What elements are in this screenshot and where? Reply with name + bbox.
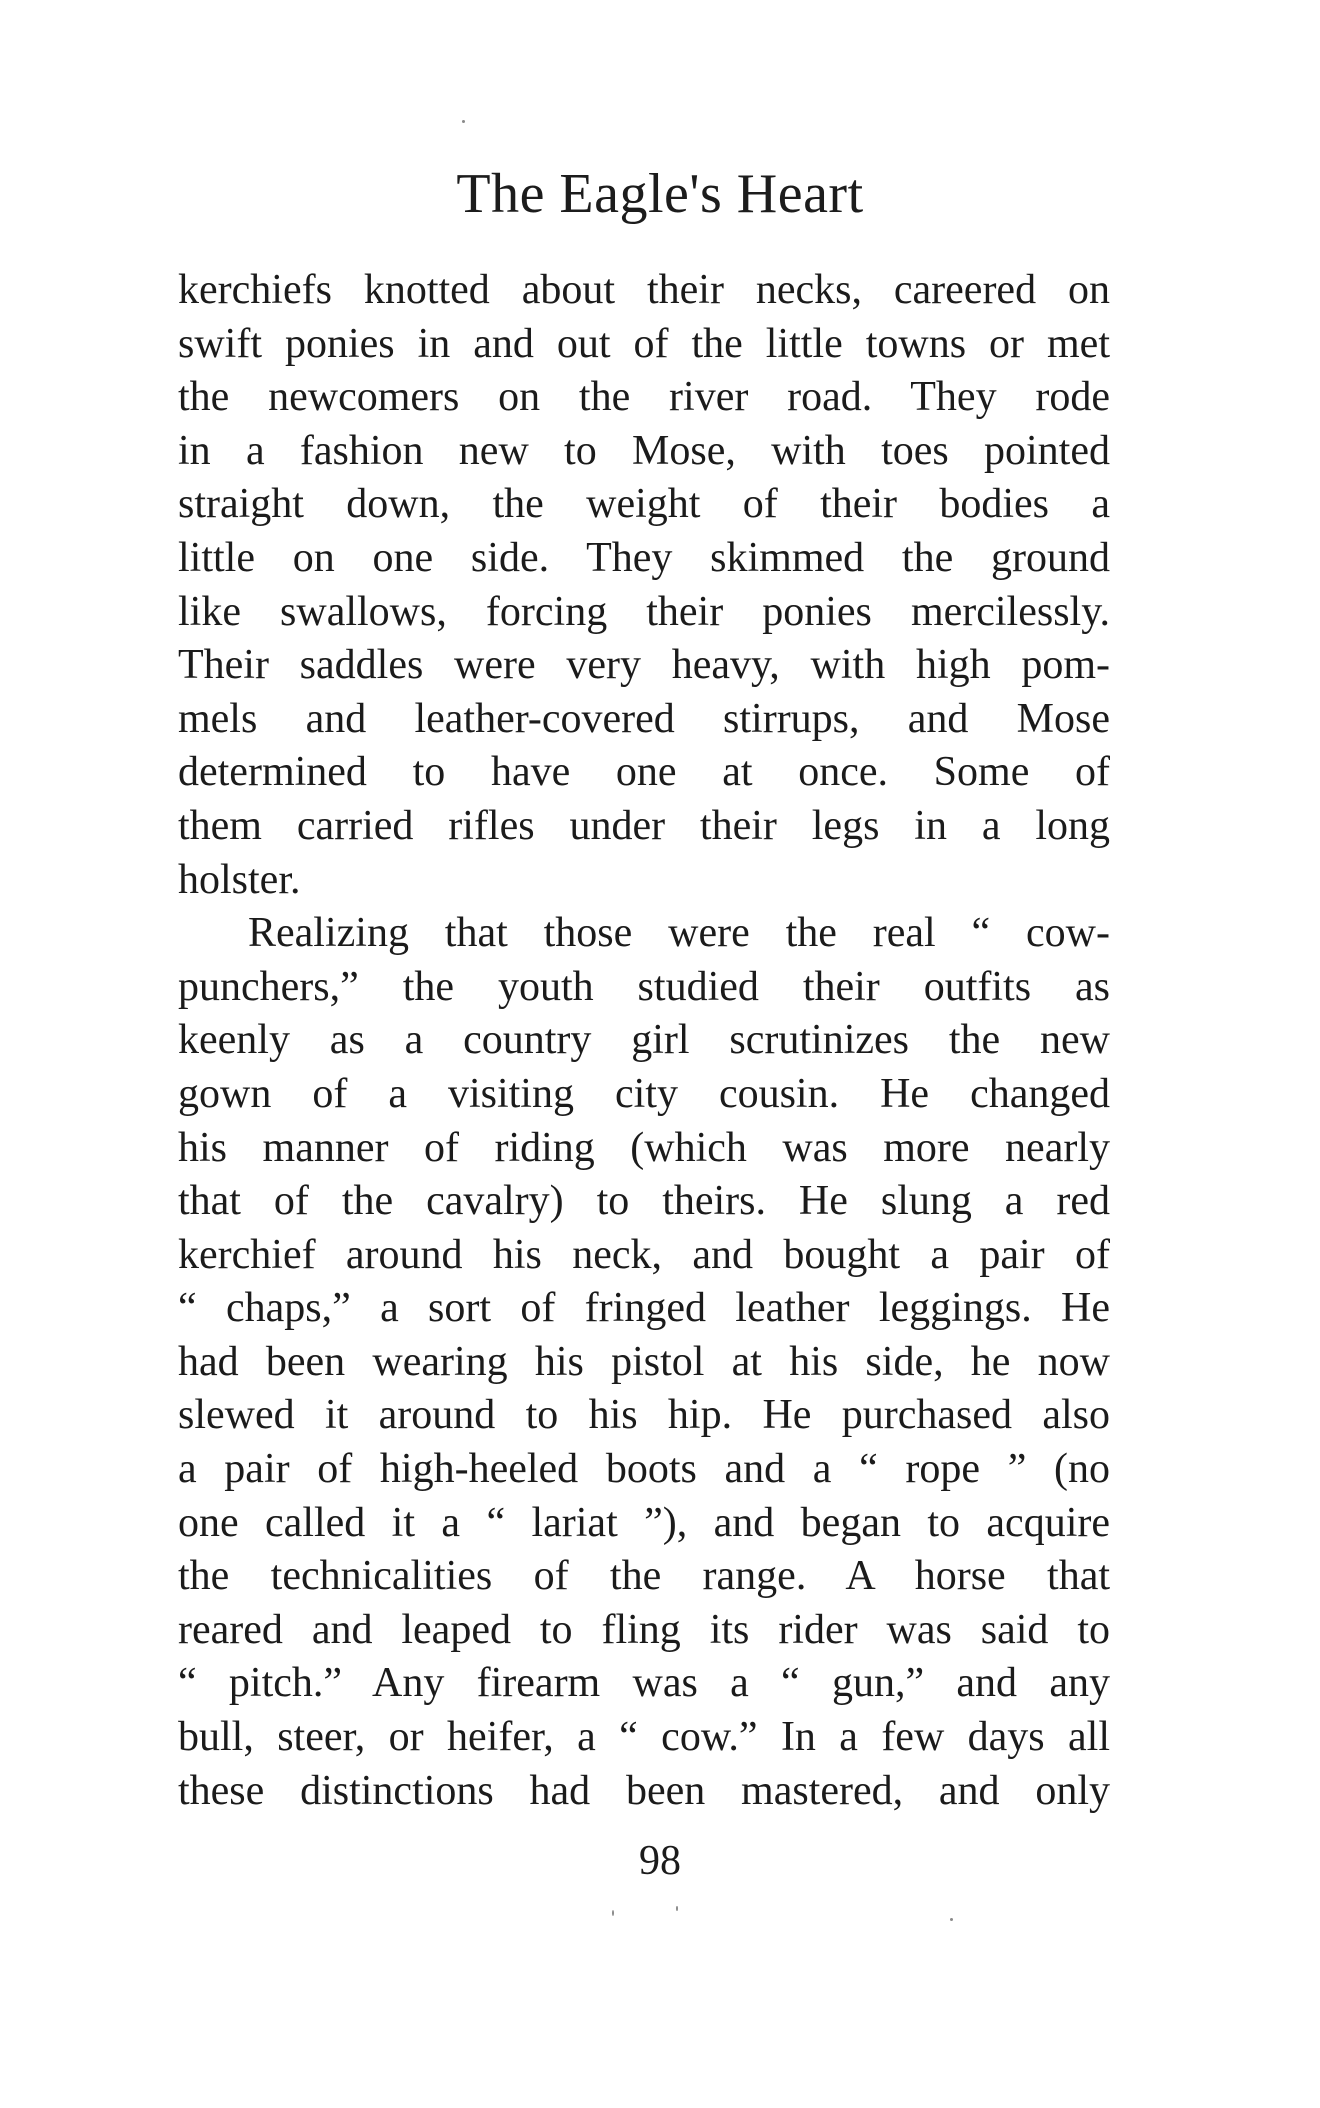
text-line: straight down, the weight of their bodies a xyxy=(178,481,1110,528)
text-line: his manner of riding (which was more nearly xyxy=(178,1124,1110,1171)
text-line: Realizing that those were the real “ cow- xyxy=(248,910,1110,957)
scan-speck xyxy=(612,1910,614,1916)
page-number: 98 xyxy=(639,1838,681,1884)
text-line: bull, steer, or heifer, a “ cow.” In a few days all xyxy=(178,1714,1110,1761)
text-line: determined to have one at once. Some of xyxy=(178,749,1110,796)
text-line: a pair of high-heeled boots and a “ rope ” (no xyxy=(178,1446,1110,1493)
scan-speck xyxy=(676,1906,678,1911)
text-line: holster. xyxy=(178,856,301,903)
text-line: like swallows, forcing their ponies mercilessly. xyxy=(178,588,1110,635)
text-line: little on one side. They skimmed the ground xyxy=(178,534,1110,581)
text-line: had been wearing his pistol at his side, he now xyxy=(178,1338,1110,1385)
text-line: kerchiefs knotted about their necks, careered on xyxy=(178,267,1110,313)
scan-speck xyxy=(950,1918,953,1921)
text-line: them carried rifles under their legs in a long xyxy=(178,802,1110,849)
text-line: mels and leather-covered stirrups, and Mose xyxy=(178,695,1110,742)
text-line: these distinctions had been mastered, and only xyxy=(178,1767,1110,1814)
text-line: the technicalities of the range. A horse that xyxy=(178,1553,1110,1600)
text-line: “ chaps,” a sort of fringed leather leggings. He xyxy=(178,1285,1110,1332)
running-head: The Eagle's Heart xyxy=(456,163,864,225)
text-line: that of the cavalry) to theirs. He slung a red xyxy=(178,1178,1110,1225)
text-line: one called it a “ lariat ”), and began to acquire xyxy=(178,1499,1110,1546)
text-line: swift ponies in and out of the little towns or met xyxy=(178,320,1110,367)
paragraph-1 xyxy=(178,264,1110,907)
body-text xyxy=(178,264,1110,1818)
text-line: punchers,” the youth studied their outfits as xyxy=(178,963,1110,1010)
text-line: “ pitch.” Any firearm was a “ gun,” and any xyxy=(178,1660,1110,1707)
text-line: reared and leaped to fling its rider was said to xyxy=(178,1606,1110,1653)
scan-speck xyxy=(462,120,465,123)
text-line: in a fashion new to Mose, with toes pointed xyxy=(178,427,1110,474)
paragraph-2 xyxy=(178,907,1110,1818)
text-line: gown of a visiting city cousin. He changed xyxy=(178,1070,1110,1117)
text-line: the newcomers on the river road. They rode xyxy=(178,374,1110,421)
text-line: kerchief around his neck, and bought a pair of xyxy=(178,1231,1110,1278)
text-line: Their saddles were very heavy, with high pom- xyxy=(178,642,1110,689)
text-line: keenly as a country girl scrutinizes the new xyxy=(178,1017,1110,1064)
text-line: slewed it around to his hip. He purchased also xyxy=(178,1392,1110,1439)
